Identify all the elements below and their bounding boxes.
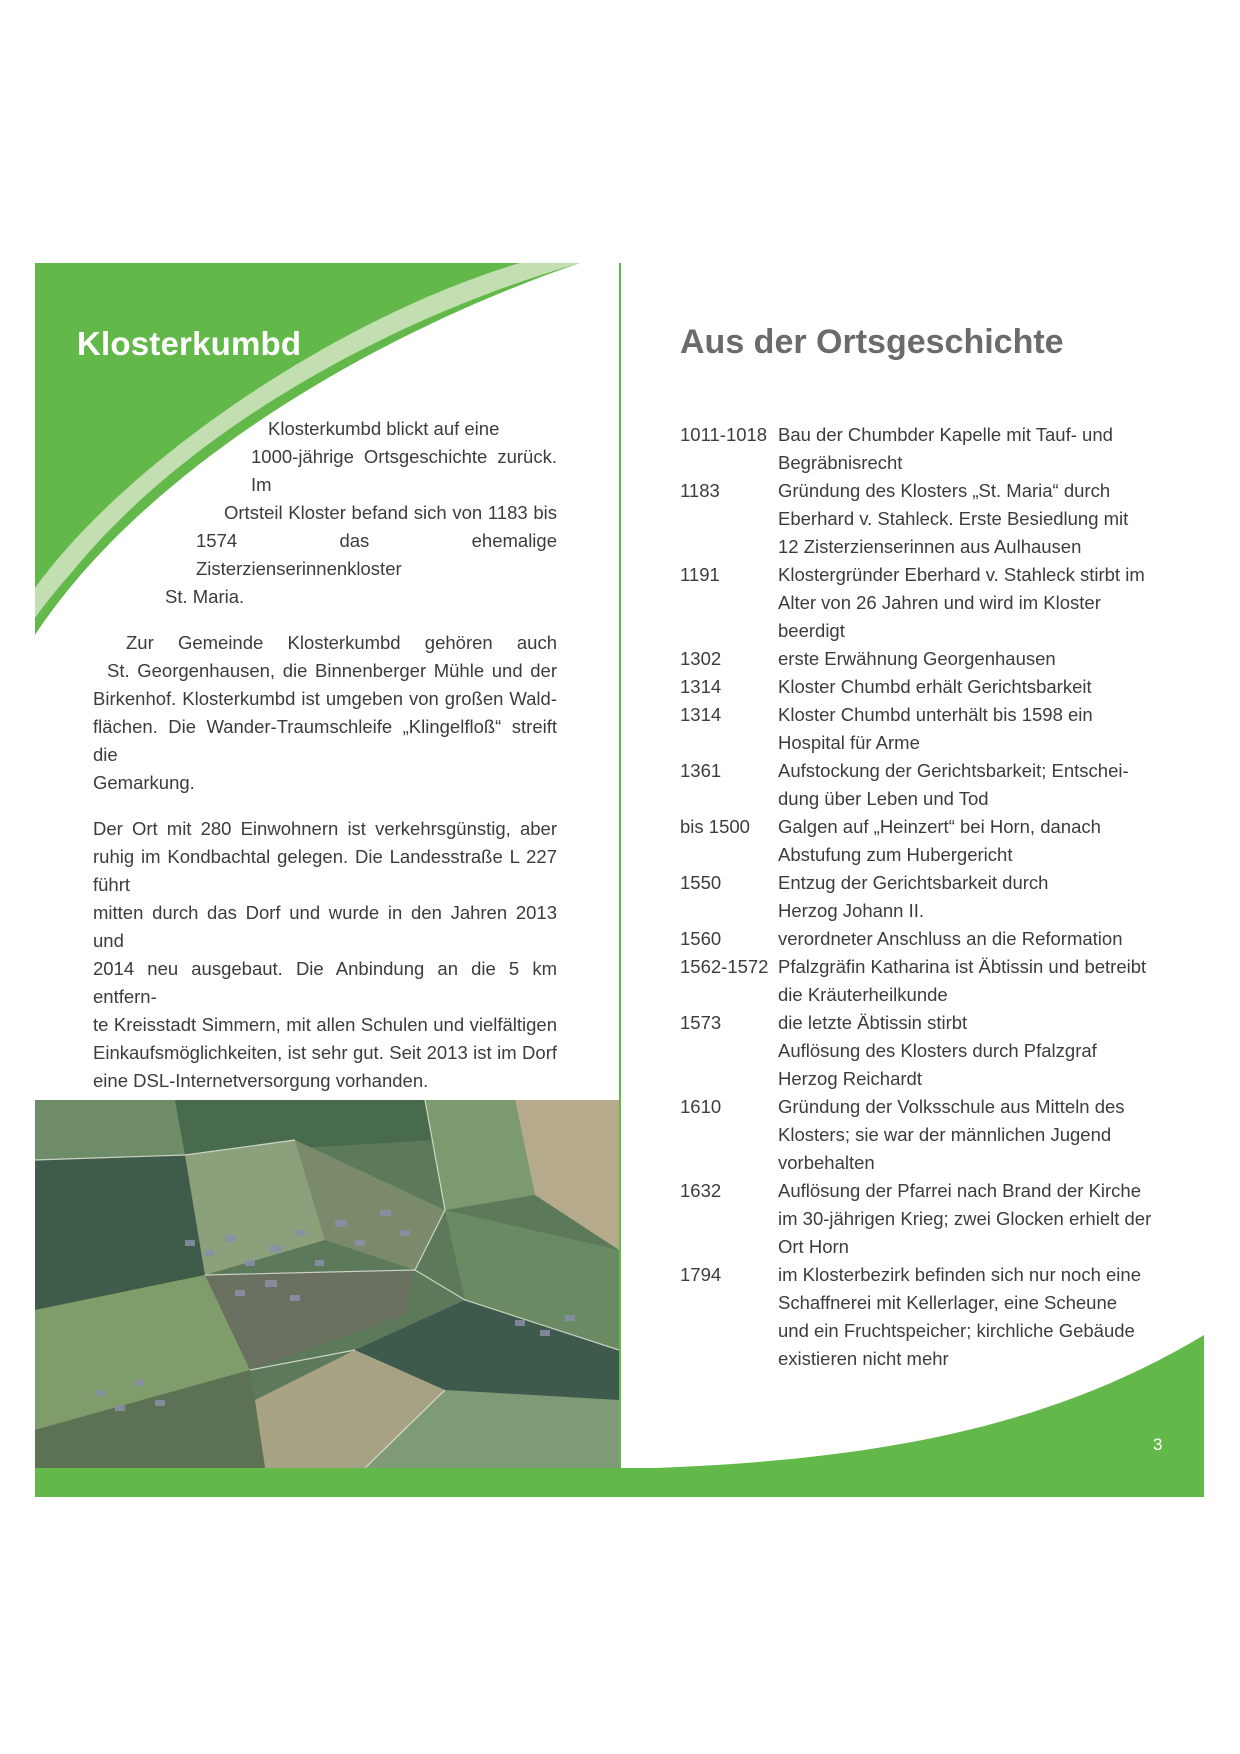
text-line: 2014 neu ausgebaut. Die Anbindung an die 5 km entfern-: [93, 958, 557, 1007]
column-divider: [619, 263, 621, 1468]
timeline-text: [778, 1009, 1200, 1093]
timeline-text: [778, 869, 1200, 925]
timeline-year: 1361: [680, 760, 722, 781]
timeline-text: [778, 673, 1200, 701]
text-line: 12 Zisterzienserinnen aus Aulhausen: [778, 536, 1082, 557]
timeline-year: 1314: [680, 676, 722, 697]
text-line: ruhig im Kondbachtal gelegen. Die Landesstraße L 227 führt: [93, 846, 557, 895]
timeline-row: [680, 561, 1200, 645]
text-line: te Kreisstadt Simmern, mit allen Schulen und vielfältigen: [93, 1014, 557, 1035]
text-line: verordneter Anschluss an die Reformation: [778, 928, 1123, 949]
green-curve-decoration: [620, 1333, 1204, 1469]
timeline-text: [778, 477, 1200, 561]
text-line: die Kräuterheilkunde: [778, 984, 948, 1005]
timeline-text: [778, 645, 1200, 673]
text-line: die letzte Äbtissin stirbt: [778, 1012, 968, 1033]
text-line: Auflösung der Pfarrei nach Brand der Kirche: [778, 1180, 1142, 1201]
timeline-year: 1610: [680, 1096, 722, 1117]
timeline-year: 1183: [680, 480, 720, 501]
timeline-row: [680, 757, 1200, 813]
text-line: Zur Gemeinde Klosterkumbd gehören auch: [126, 632, 557, 653]
text-line: Pfalzgräfin Katharina ist Äbtissin und betreibt: [778, 956, 1147, 977]
text-line: Gemarkung.: [93, 772, 195, 793]
page-title-klosterkumbd: Klosterkumbd: [77, 325, 302, 362]
timeline-text: [778, 701, 1200, 757]
timeline-row: [680, 421, 1200, 477]
text-line: Herzog Johann II.: [778, 900, 925, 921]
text-line: Ort Horn: [778, 1236, 849, 1257]
text-line: dung über Leben und Tod: [778, 788, 989, 809]
brochure-page: [35, 263, 1204, 1497]
timeline-year: 1794: [680, 1264, 722, 1285]
timeline-text: [778, 953, 1200, 1009]
green-footer-bar: [35, 1468, 1204, 1497]
timeline-text: [778, 1177, 1200, 1261]
text-line: Galgen auf „Heinzert“ bei Horn, danach: [778, 816, 1101, 837]
text-line: Einkaufsmöglichkeiten, ist sehr gut. Seit 2013 ist im Dorf: [93, 1042, 557, 1063]
history-timeline: [680, 421, 1200, 1373]
text-line: Kloster Chumbd unterhält bis 1598 ein: [778, 704, 1093, 725]
text-line: im 30-jährigen Krieg; zwei Glocken erhielt der: [778, 1208, 1152, 1229]
text-line: St. Georgenhausen, die Binnenberger Mühle und der: [107, 660, 557, 681]
text-line: vorbehalten: [778, 1152, 875, 1173]
text-line: Kloster Chumbd erhält Gerichtsbarkeit: [778, 676, 1092, 697]
text-line: Herzog Reichardt: [778, 1068, 922, 1089]
text-line: Der Ort mit 280 Einwohnern ist verkehrsgünstig, aber: [93, 818, 557, 839]
timeline-row: [680, 869, 1200, 925]
timeline-year: 1191: [680, 564, 720, 585]
timeline-year: 1550: [680, 872, 722, 893]
timeline-row: [680, 1093, 1200, 1177]
timeline-row: [680, 925, 1200, 953]
text-line: Gründung der Volksschule aus Mitteln des: [778, 1096, 1125, 1117]
timeline-row: [680, 1177, 1200, 1261]
text-line: Aufstockung der Gerichtsbarkeit; Entschei-: [778, 760, 1129, 781]
timeline-year: 1560: [680, 928, 722, 949]
text-line: Bau der Chumbder Kapelle mit Tauf- und: [778, 424, 1113, 445]
timeline-year: 1562-1572: [680, 956, 769, 977]
timeline-year: 1314: [680, 704, 722, 725]
page-number: 3: [1153, 1435, 1163, 1454]
text-line: Auflösung des Klosters durch Pfalzgraf: [778, 1040, 1097, 1061]
text-line: eine DSL-Internetversorgung vorhanden.: [93, 1070, 429, 1091]
text-line: beerdigt: [778, 620, 845, 641]
text-line: flächen. Die Wander-Traumschleife „Klingelfloß“ streift die: [93, 716, 557, 765]
timeline-row: [680, 701, 1200, 757]
text-line: Entzug der Gerichtsbarkeit durch: [778, 872, 1049, 893]
timeline-year: 1302: [680, 648, 722, 669]
text-line: existieren nicht mehr: [778, 1348, 949, 1369]
text-line: Klostergründer Eberhard v. Stahleck stirbt im: [778, 564, 1145, 585]
timeline-text: [778, 561, 1200, 645]
text-line: Alter von 26 Jahren und wird im Kloster: [778, 592, 1101, 613]
text-line: Klosterkumbd blickt auf eine: [268, 418, 500, 439]
timeline-year: 1011-1018: [680, 424, 768, 445]
text-line: St. Maria.: [165, 586, 245, 607]
text-line: und ein Fruchtspeicher; kirchliche Gebäude: [778, 1320, 1135, 1341]
text-line: Hospital für Arme: [778, 732, 920, 753]
timeline-row: [680, 645, 1200, 673]
text-line: Ortsteil Kloster befand sich von 1183 bis: [224, 502, 557, 523]
text-line: Schaffnerei mit Kellerlager, eine Scheune: [778, 1292, 1118, 1313]
intro-paragraph: [93, 415, 557, 611]
timeline-row: [680, 813, 1200, 869]
text-line: erste Erwähnung Georgenhausen: [778, 648, 1056, 669]
timeline-year: 1632: [680, 1180, 722, 1201]
timeline-text: [778, 925, 1200, 953]
timeline-text: [778, 421, 1200, 477]
timeline-row: [680, 477, 1200, 561]
timeline-row: [680, 1009, 1200, 1093]
timeline-row: [680, 953, 1200, 1009]
timeline-year: bis 1500: [680, 816, 750, 837]
text-line: 1000-jährige Ortsgeschichte zurück. Im: [251, 446, 557, 495]
timeline-text: [778, 757, 1200, 813]
timeline-text: [778, 813, 1200, 869]
text-line: Abstufung zum Hubergericht: [778, 844, 1013, 865]
timeline-text: [778, 1093, 1200, 1177]
section-title-ortsgeschichte: Aus der Ortsgeschichte: [680, 323, 1064, 361]
text-line: Gründung des Klosters „St. Maria“ durch: [778, 480, 1111, 501]
timeline-year: 1573: [680, 1012, 722, 1033]
aerial-photo: [35, 1100, 619, 1468]
text-line: mitten durch das Dorf und wurde in den Jahren 2013 und: [93, 902, 557, 951]
location-paragraph: [93, 815, 557, 1095]
text-line: Klosters; sie war der männlichen Jugend: [778, 1124, 1112, 1145]
text-line: 1574 das ehemalige Zisterzienserinnenkloster: [196, 530, 557, 579]
text-line: Birkenhof. Klosterkumbd ist umgeben von großen Wald-: [93, 688, 557, 709]
villages-paragraph: [93, 629, 557, 797]
text-line: im Klosterbezirk befinden sich nur noch eine: [778, 1264, 1141, 1285]
timeline-row: [680, 673, 1200, 701]
text-line: Eberhard v. Stahleck. Erste Besiedlung mit: [778, 508, 1129, 529]
text-line: Begräbnisrecht: [778, 452, 903, 473]
